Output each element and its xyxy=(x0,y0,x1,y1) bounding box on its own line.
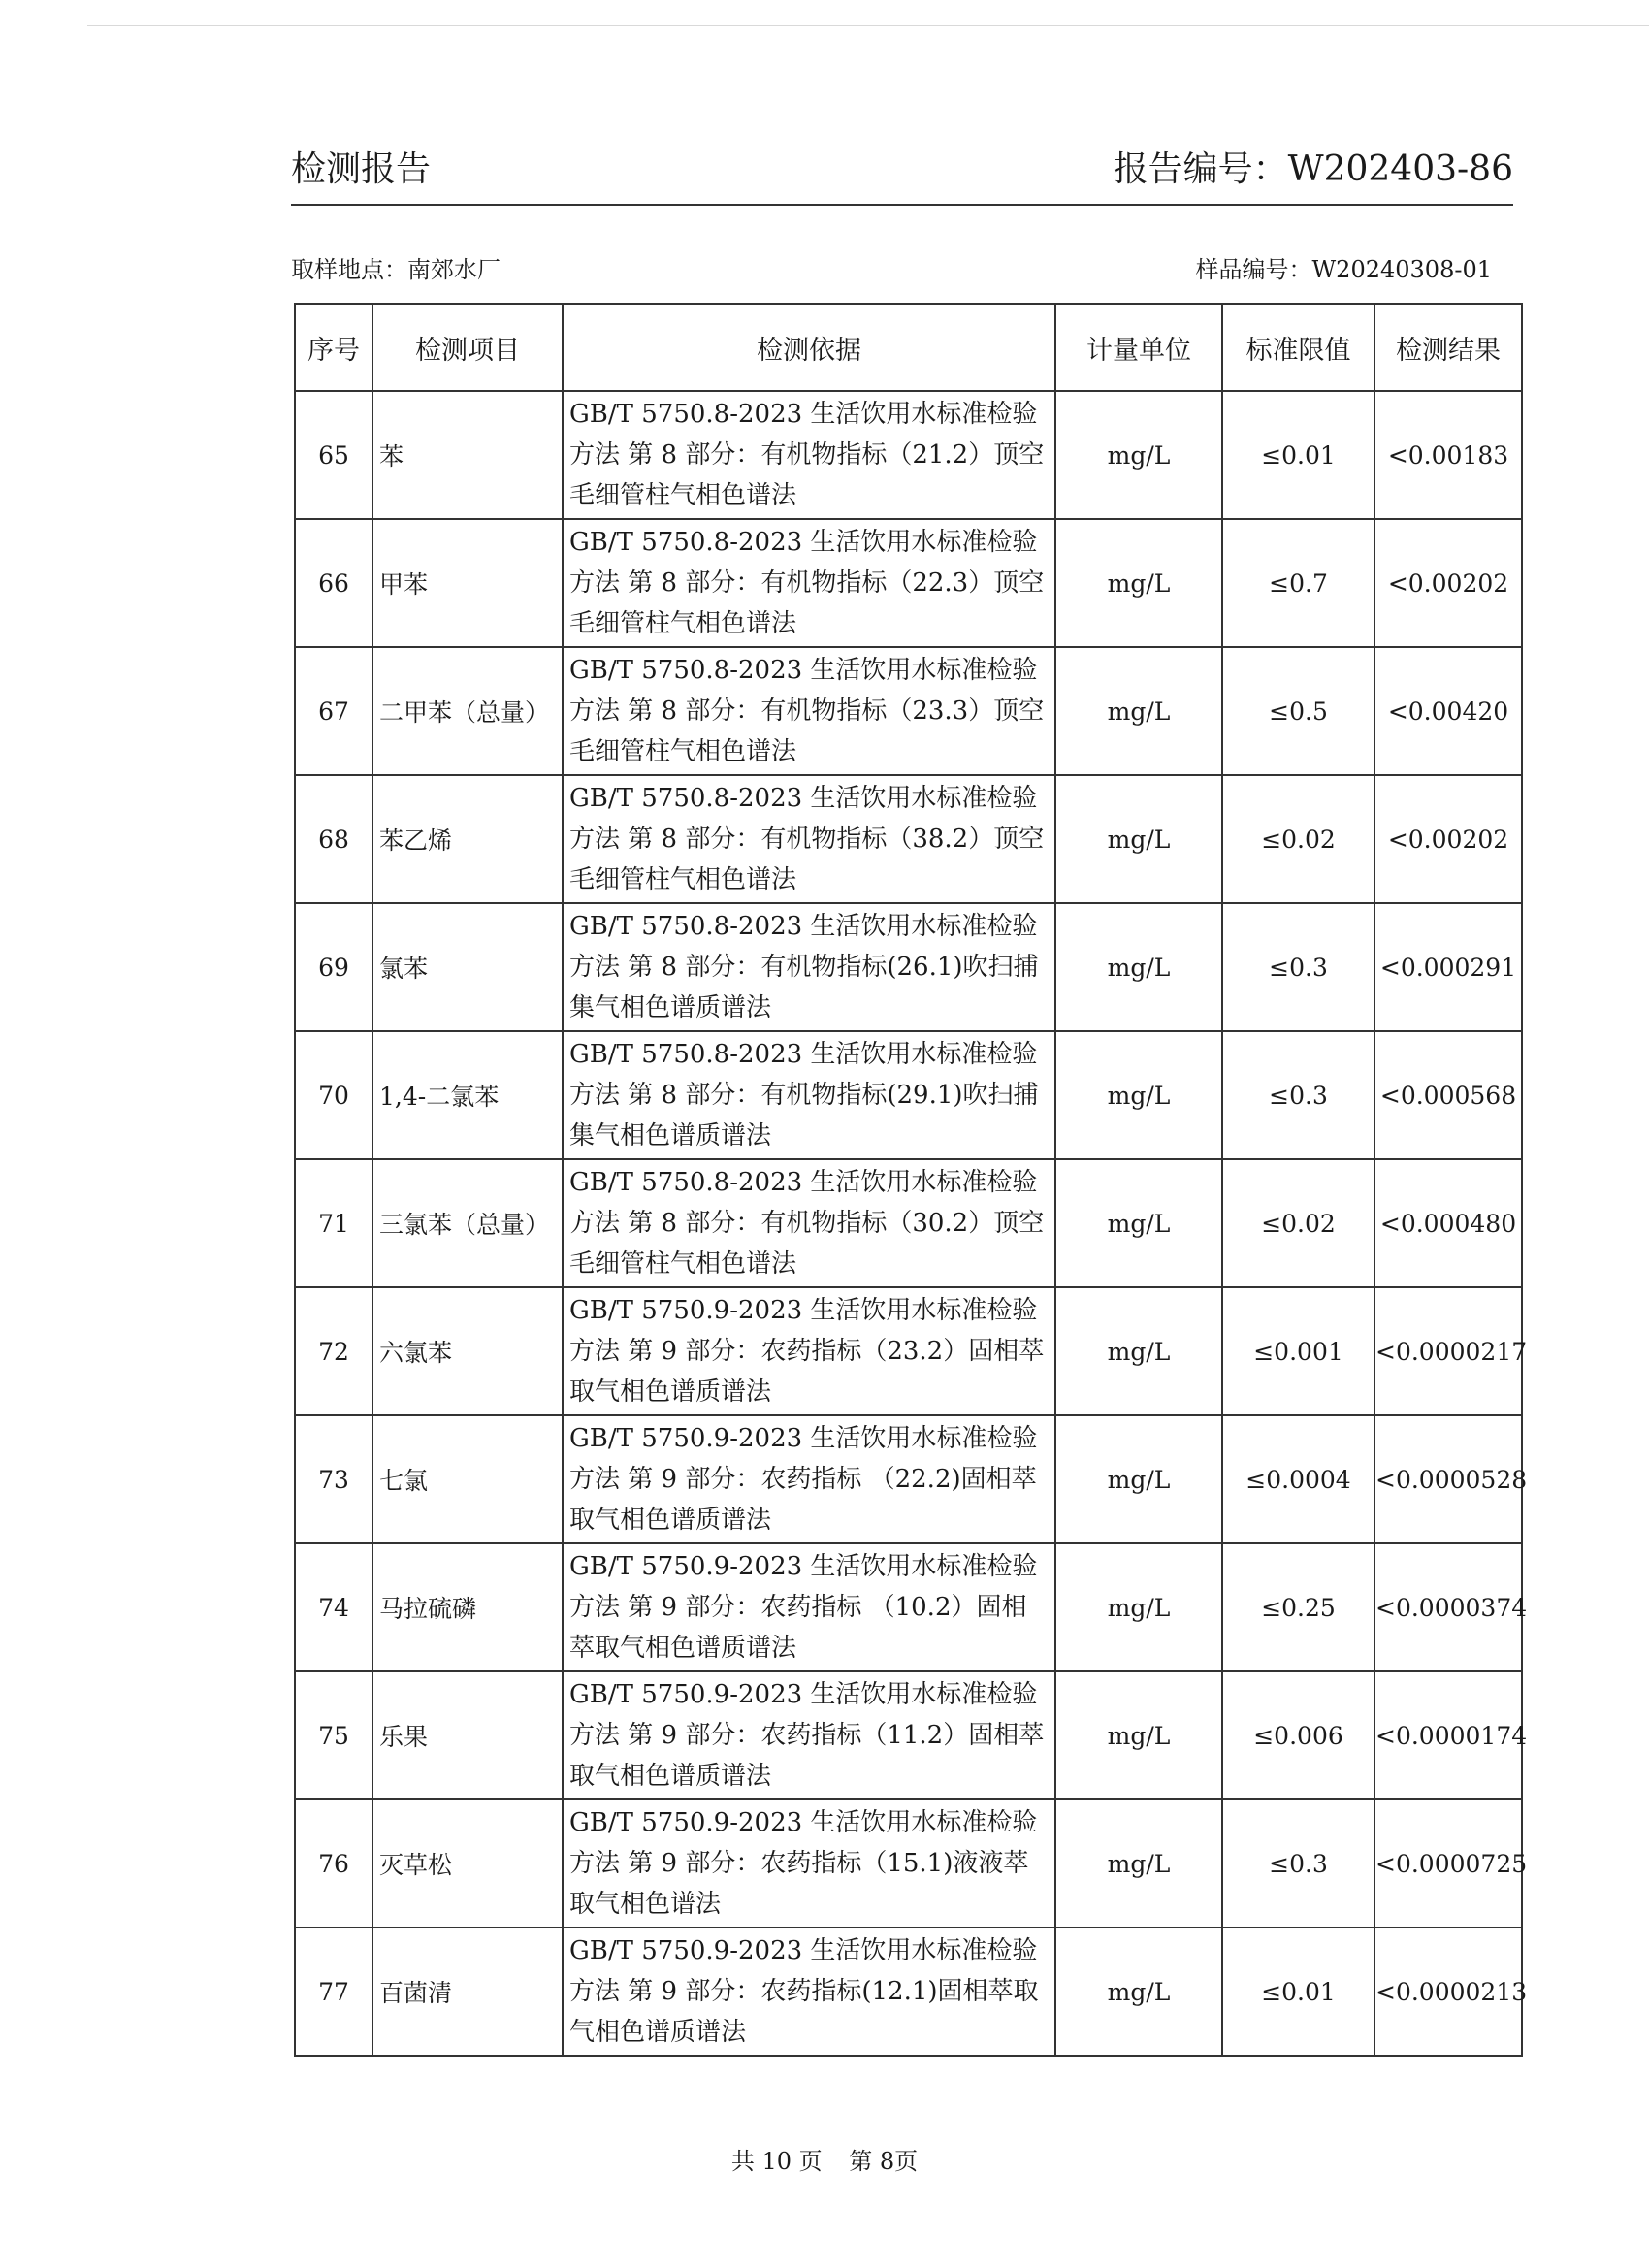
row-result: <0.000291 xyxy=(1374,903,1522,1031)
row-unit: mg/L xyxy=(1055,1928,1222,2056)
scan-edge-line xyxy=(87,25,1649,26)
row-result: <0.00420 xyxy=(1374,647,1522,775)
row-item: 七氯 xyxy=(372,1415,563,1543)
row-limit: ≤0.02 xyxy=(1222,1159,1374,1287)
report-number: 报告编号：W202403-86 xyxy=(1113,149,1513,189)
total-pages: 共 10 页 xyxy=(730,2148,823,2175)
row-result: <0.0000213 xyxy=(1374,1928,1522,2056)
row-limit: ≤0.006 xyxy=(1222,1671,1374,1799)
table-row xyxy=(295,647,1522,775)
table-row xyxy=(295,391,1522,519)
row-no: 70 xyxy=(295,1031,372,1159)
row-unit: mg/L xyxy=(1055,775,1222,903)
row-unit: mg/L xyxy=(1055,1287,1222,1415)
sampling-location: 取样地点：南郊水厂 xyxy=(291,256,501,283)
row-basis: GB/T 5750.8-2023 生活饮用水标准检验方法 第 8 部分：有机物指标（22.3）顶空毛细管柱气相色谱法 xyxy=(563,519,1055,647)
row-unit: mg/L xyxy=(1055,903,1222,1031)
table-row xyxy=(295,1287,1522,1415)
row-item: 三氯苯（总量） xyxy=(372,1159,563,1287)
row-no: 65 xyxy=(295,391,372,519)
row-item: 1,4-二氯苯 xyxy=(372,1031,563,1159)
table-row xyxy=(295,903,1522,1031)
row-no: 76 xyxy=(295,1799,372,1928)
results-table xyxy=(294,303,1528,2057)
row-unit: mg/L xyxy=(1055,647,1222,775)
row-no: 72 xyxy=(295,1287,372,1415)
row-item: 灭草松 xyxy=(372,1799,563,1928)
row-no: 73 xyxy=(295,1415,372,1543)
table-row xyxy=(295,519,1522,647)
row-unit: mg/L xyxy=(1055,391,1222,519)
row-basis: GB/T 5750.9-2023 生活饮用水标准检验方法 第 9 部分：农药指标(12.1)固相萃取气相色谱质谱法 xyxy=(563,1928,1055,2056)
table-row xyxy=(295,775,1522,903)
row-unit: mg/L xyxy=(1055,1415,1222,1543)
row-unit: mg/L xyxy=(1055,1543,1222,1671)
table-row xyxy=(295,1799,1522,1928)
row-item: 百菌清 xyxy=(372,1928,563,2056)
row-limit: ≤0.5 xyxy=(1222,647,1374,775)
row-result: <0.00183 xyxy=(1374,391,1522,519)
row-result: <0.000480 xyxy=(1374,1159,1522,1287)
sample-number: 样品编号：W20240308-01 xyxy=(1195,256,1492,283)
row-result: <0.0000374 xyxy=(1374,1543,1522,1671)
row-no: 77 xyxy=(295,1928,372,2056)
row-result: <0.00202 xyxy=(1374,775,1522,903)
row-unit: mg/L xyxy=(1055,1159,1222,1287)
row-item: 乐果 xyxy=(372,1671,563,1799)
row-limit: ≤0.0004 xyxy=(1222,1415,1374,1543)
row-no: 69 xyxy=(295,903,372,1031)
current-page: 第 8页 xyxy=(849,2148,919,2175)
row-basis: GB/T 5750.8-2023 生活饮用水标准检验方法 第 8 部分：有机物指标（21.2）顶空毛细管柱气相色谱法 xyxy=(563,391,1055,519)
column-header-result: 检测结果 xyxy=(1374,304,1522,391)
row-item: 氯苯 xyxy=(372,903,563,1031)
row-basis: GB/T 5750.9-2023 生活饮用水标准检验方法 第 9 部分：农药指标（11.2）固相萃取气相色谱质谱法 xyxy=(563,1671,1055,1799)
row-item: 六氯苯 xyxy=(372,1287,563,1415)
row-no: 67 xyxy=(295,647,372,775)
row-item: 马拉硫磷 xyxy=(372,1543,563,1671)
row-no: 66 xyxy=(295,519,372,647)
row-limit: ≤0.3 xyxy=(1222,1799,1374,1928)
header-divider xyxy=(291,204,1513,206)
row-basis: GB/T 5750.8-2023 生活饮用水标准检验方法 第 8 部分：有机物指标（38.2）顶空毛细管柱气相色谱法 xyxy=(563,775,1055,903)
row-no: 71 xyxy=(295,1159,372,1287)
row-limit: ≤0.25 xyxy=(1222,1543,1374,1671)
table-row xyxy=(295,1928,1522,2056)
row-basis: GB/T 5750.9-2023 生活饮用水标准检验方法 第 9 部分：农药指标 （22.2)固相萃取气相色谱质谱法 xyxy=(563,1415,1055,1543)
row-unit: mg/L xyxy=(1055,1031,1222,1159)
row-result: <0.0000217 xyxy=(1374,1287,1522,1415)
row-limit: ≤0.01 xyxy=(1222,1928,1374,2056)
row-no: 68 xyxy=(295,775,372,903)
row-limit: ≤0.02 xyxy=(1222,775,1374,903)
table-row xyxy=(295,1543,1522,1671)
column-header-unit: 计量单位 xyxy=(1055,304,1222,391)
table-row xyxy=(295,1415,1522,1543)
row-no: 75 xyxy=(295,1671,372,1799)
report-header xyxy=(291,136,1513,204)
column-header-item: 检测项目 xyxy=(372,304,563,391)
row-basis: GB/T 5750.9-2023 生活饮用水标准检验方法 第 9 部分：农药指标（23.2）固相萃取气相色谱质谱法 xyxy=(563,1287,1055,1415)
row-limit: ≤0.3 xyxy=(1222,1031,1374,1159)
row-basis: GB/T 5750.8-2023 生活饮用水标准检验方法 第 8 部分：有机物指标（23.3）顶空毛细管柱气相色谱法 xyxy=(563,647,1055,775)
row-limit: ≤0.7 xyxy=(1222,519,1374,647)
row-no: 74 xyxy=(295,1543,372,1671)
row-result: <0.00202 xyxy=(1374,519,1522,647)
row-basis: GB/T 5750.8-2023 生活饮用水标准检验方法 第 8 部分：有机物指标（30.2）顶空毛细管柱气相色谱法 xyxy=(563,1159,1055,1287)
table-row xyxy=(295,1671,1522,1799)
row-basis: GB/T 5750.8-2023 生活饮用水标准检验方法 第 8 部分：有机物指标(29.1)吹扫捕集气相色谱质谱法 xyxy=(563,1031,1055,1159)
column-header-limit: 标准限值 xyxy=(1222,304,1374,391)
row-result: <0.0000528 xyxy=(1374,1415,1522,1543)
row-item: 甲苯 xyxy=(372,519,563,647)
table-row xyxy=(295,1159,1522,1287)
row-basis: GB/T 5750.9-2023 生活饮用水标准检验方法 第 9 部分：农药指标 （10.2）固相萃取气相色谱质谱法 xyxy=(563,1543,1055,1671)
row-unit: mg/L xyxy=(1055,1799,1222,1928)
page-footer xyxy=(0,2142,1649,2176)
table-row xyxy=(295,1031,1522,1159)
row-item: 苯 xyxy=(372,391,563,519)
row-basis: GB/T 5750.9-2023 生活饮用水标准检验方法 第 9 部分：农药指标（15.1)液液萃取气相色谱法 xyxy=(563,1799,1055,1928)
row-limit: ≤0.01 xyxy=(1222,391,1374,519)
row-unit: mg/L xyxy=(1055,1671,1222,1799)
row-limit: ≤0.3 xyxy=(1222,903,1374,1031)
column-header-no: 序号 xyxy=(295,304,372,391)
row-result: <0.0000174 xyxy=(1374,1671,1522,1799)
row-item: 苯乙烯 xyxy=(372,775,563,903)
row-result: <0.0000725 xyxy=(1374,1799,1522,1928)
row-basis: GB/T 5750.8-2023 生活饮用水标准检验方法 第 8 部分：有机物指标(26.1)吹扫捕集气相色谱质谱法 xyxy=(563,903,1055,1031)
row-unit: mg/L xyxy=(1055,519,1222,647)
row-item: 二甲苯（总量） xyxy=(372,647,563,775)
report-title: 检测报告 xyxy=(291,149,432,189)
column-header-basis: 检测依据 xyxy=(563,304,1055,391)
table-header-row xyxy=(295,304,1522,391)
row-limit: ≤0.001 xyxy=(1222,1287,1374,1415)
row-result: <0.000568 xyxy=(1374,1031,1522,1159)
